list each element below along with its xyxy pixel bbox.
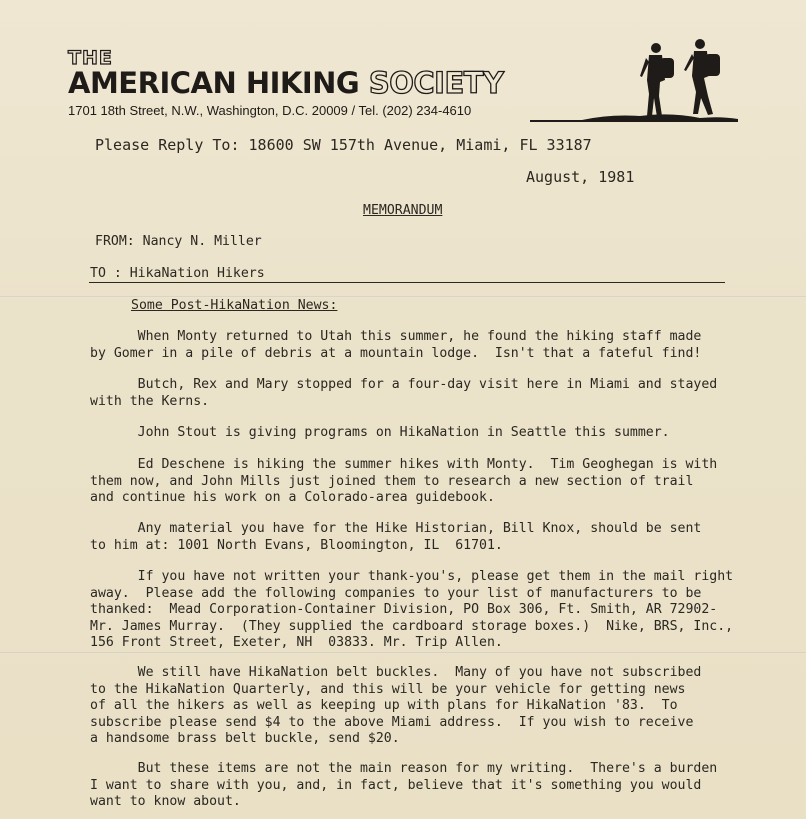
body-line: of all the hikers as well as keeping up with plans for HikaNation '83. To xyxy=(90,698,678,713)
header-rule xyxy=(89,282,725,283)
letterhead-name-bold: AMERICAN HIKING xyxy=(68,66,360,100)
memo-subject: Some Post-HikaNation News: xyxy=(131,298,338,313)
paragraph-monty xyxy=(90,329,750,362)
paragraph-belt-buckles xyxy=(90,665,750,748)
paragraph-thank-yous xyxy=(90,569,750,652)
body-line: 156 Front Street, Exeter, NH 03833. Mr. Trip Allen. xyxy=(90,635,503,650)
paragraph-main-reason xyxy=(90,761,750,811)
body-line: thanked: Mead Corporation-Container Division, PO Box 306, Ft. Smith, AR 72902- xyxy=(90,602,718,617)
body-line: We still have HikaNation belt buckles. Many of you have not subscribed xyxy=(90,665,702,680)
letterhead-name-outline: SOCIETY xyxy=(368,66,504,100)
body-line: Ed Deschene is hiking the summer hikes with Monty. Tim Geoghegan is with xyxy=(90,457,718,472)
body-line: When Monty returned to Utah this summer, he found the hiking staff made xyxy=(90,329,702,344)
body-line: to him at: 1001 North Evans, Bloomington, IL 61701. xyxy=(90,537,503,553)
paper-fold xyxy=(0,296,806,298)
body-line: subscribe please send $4 to the above Miami address. If you wish to receive xyxy=(90,714,694,730)
paragraph-visit xyxy=(90,377,750,410)
body-line: and continue his work on a Colorado-area guidebook. xyxy=(90,490,495,505)
memo-title: MEMORANDUM xyxy=(363,203,443,218)
body-line: Mr. James Murray. (They supplied the cardboard storage boxes.) Nike, BRS, Inc., xyxy=(90,618,734,634)
letterhead-organization-name xyxy=(68,66,504,100)
body-line: If you have not written your thank-you's, please get them in the mail right xyxy=(90,569,734,584)
body-line: But these items are not the main reason for my writing. There's a burden xyxy=(90,761,718,776)
hikers-logo-icon xyxy=(580,36,740,126)
body-line: with the Kerns. xyxy=(90,393,210,409)
letterhead-the: THE xyxy=(68,47,113,69)
letterhead-address: 1701 18th Street, N.W., Washington, D.C. 20009 / Tel. (202) 234-4610 xyxy=(68,103,472,118)
body-line: by Gomer in a pile of debris at a mountain lodge. Isn't that a fateful find! xyxy=(90,345,702,361)
memo-to: TO : HikaNation Hikers xyxy=(90,266,265,281)
body-line: Any material you have for the Hike Historian, Bill Knox, should be sent xyxy=(90,521,702,536)
paragraph-summer-hikes xyxy=(90,457,750,507)
body-line: them now, and John Mills just joined them to research a new section of trail xyxy=(90,473,694,489)
body-line: away. Please add the following companies to your list of manufacturers to be xyxy=(90,585,702,601)
reply-to-line: Please Reply To: 18600 SW 157th Avenue, Miami, FL 33187 xyxy=(95,136,592,154)
body-line: to the HikaNation Quarterly, and this will be your vehicle for getting news xyxy=(90,681,686,697)
memo-from: FROM: Nancy N. Miller xyxy=(95,234,262,249)
body-line: John Stout is giving programs on HikaNation in Seattle this summer. xyxy=(90,425,670,440)
body-line: I want to share with you, and, in fact, believe that it's something you would xyxy=(90,777,702,793)
body-line: want to know about. xyxy=(90,794,241,809)
paragraph-hike-historian xyxy=(90,521,750,554)
body-line: a handsome brass belt buckle, send $20. xyxy=(90,731,400,746)
paragraph-john-stout xyxy=(90,425,750,442)
body-line: Butch, Rex and Mary stopped for a four-day visit here in Miami and stayed xyxy=(90,377,718,392)
memo-date: August, 1981 xyxy=(526,168,635,186)
paper-fold xyxy=(0,652,806,654)
